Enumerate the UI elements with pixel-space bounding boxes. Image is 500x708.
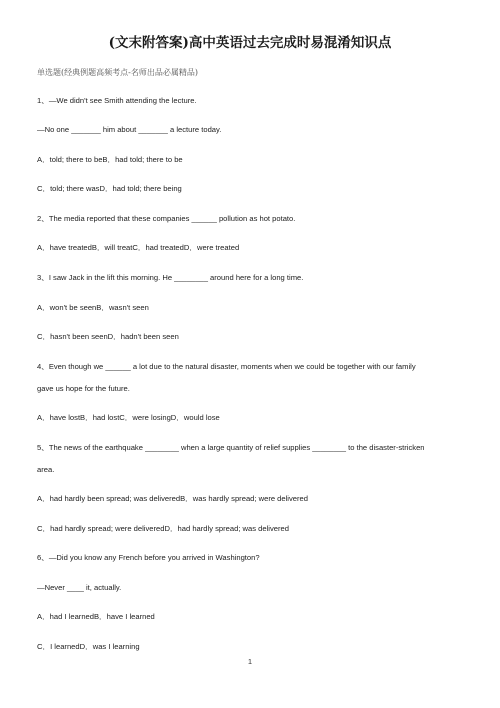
q4-stem-line-1: 4、Even though we ______ a lot due to the natural disaster, moments when we could be together with our family [37,362,416,371]
page-title: (文末附答案)高中英语过去完成时易混淆知识点 [108,35,392,51]
q6-options-cd: C．I learnedD．was I learning [37,642,140,651]
page-number: 1 [247,657,253,666]
q4-options: A．have lostB．had lostC．were losingD．would lose [37,413,220,422]
q5-stem-line-2: area. [37,465,55,474]
q1-stem-line-1: 1、—We didn't see Smith attending the lecture. [37,96,197,105]
q3-options-ab: A．won't be seenB．wasn't seen [37,303,149,312]
q6-options-ab: A．had I learnedB．have I learned [37,612,155,621]
q6-stem-line-1: 6、—Did you know any French before you arrived in Washington? [37,553,260,562]
q1-options-ab: A．told; there to beB．had told; there to be [37,155,183,164]
q3-stem: 3、I saw Jack in the lift this morning. He ________ around here for a long time. [37,273,304,282]
q4-stem-line-2: gave us hope for the future. [37,384,130,393]
q5-options-ab: A．had hardly been spread; was deliveredB．was hardly spread; were delivered [37,494,308,503]
q2-options: A．have treatedB．will treatC．had treatedD．were treated [37,243,240,252]
q1-stem-line-2: —No one _______ him about _______ a lecture today. [37,125,222,134]
q3-options-cd: C．hasn't been seenD．hadn't been seen [37,332,179,341]
q2-stem: 2、The media reported that these companies ______ pollution as hot potato. [37,214,296,223]
q5-stem-line-1: 5、The news of the earthquake ________ when a large quantity of relief supplies ________ to the disaster-stricken [37,443,425,452]
section-label: 单选题(经典例题高频考点-名师出品必属精品) [37,68,198,77]
q6-stem-line-2: —Never ____ it, actually. [37,583,122,592]
q5-options-cd: C．had hardly spread; were deliveredD．had hardly spread; was delivered [37,524,289,533]
q1-options-cd: C．told; there wasD．had told; there being [37,184,182,193]
